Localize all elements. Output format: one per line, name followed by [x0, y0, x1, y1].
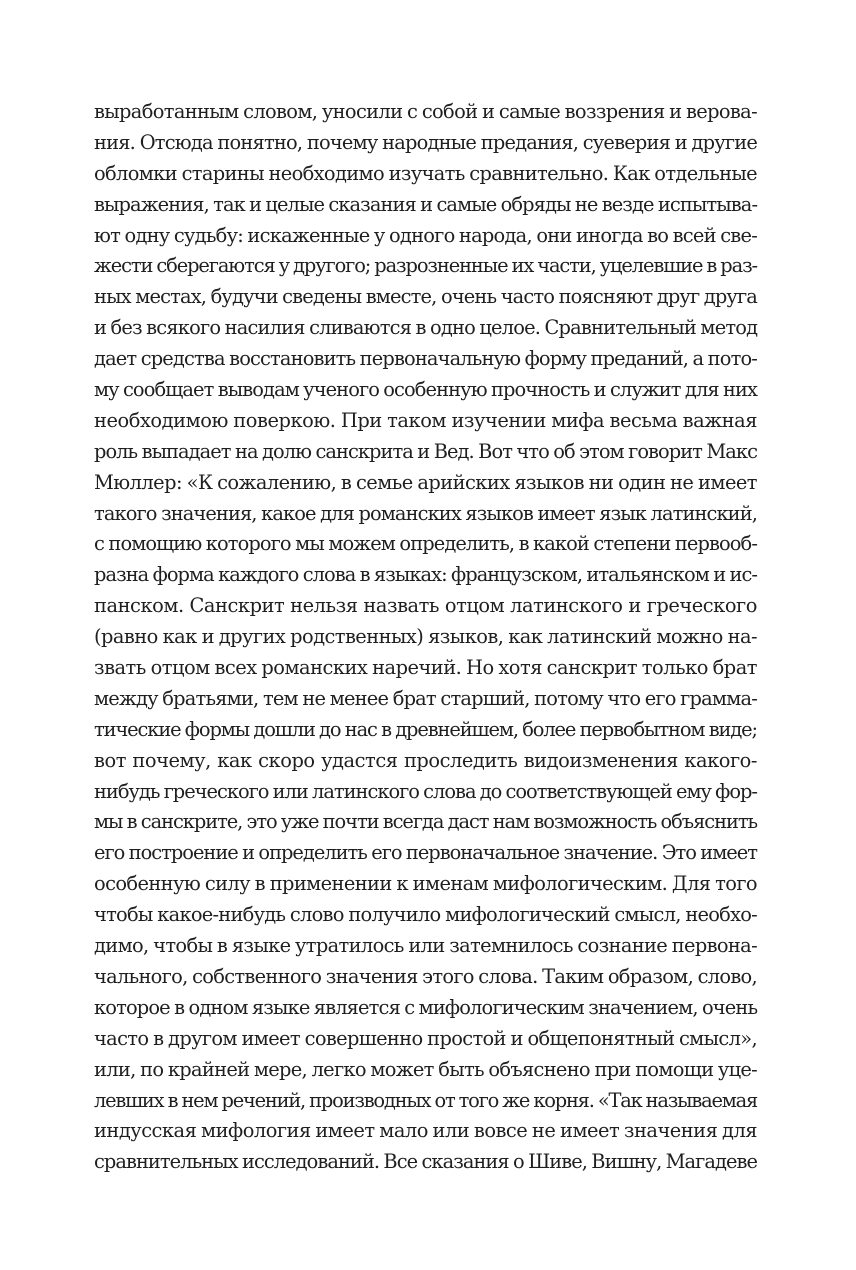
text-line: тические формы дошли до нас в древнейшем, более первобытном виде;: [94, 717, 757, 741]
text-line: выработанным словом, уносили с собой и самые воззрения и верова-: [94, 100, 757, 123]
text-line: Мюллер: «К сожалению, в семье арийских языков ни один не имеет: [94, 470, 757, 494]
text-line: между братьями, тем не менее брат старший, потому что его грамма-: [94, 686, 757, 710]
text-line: выражения, так и целые сказания и самые обряды не везде испытыва-: [94, 192, 758, 216]
text-line: роль выпадает на долю санскрита и Вед. Вот что об этом говорит Макс: [94, 439, 757, 463]
text-line: обломки старины необходимо изучать сравнительно. Как отдельные: [94, 161, 757, 185]
body-text: [94, 97, 757, 1178]
text-line: ют одну судьбу: искаженные у одного народа, они иногда во всей све-: [94, 223, 757, 247]
text-line: особенную силу в применении к именам мифологическим. Для того: [94, 872, 757, 896]
text-line: ных местах, будучи сведены вместе, очень часто поясняют друг друга: [94, 285, 757, 309]
text-line: мы в санскрите, это уже почти всегда даст нам возможность объяснить: [94, 810, 757, 834]
text-line: с помощию которого мы можем определить, в какой степени первооб-: [94, 532, 757, 556]
text-line: чтобы какое-нибудь слово получило мифологический смысл, необхо-: [94, 903, 757, 927]
text-line: звать отцом всех романских наречий. Но хотя санскрит только брат: [94, 656, 757, 680]
text-line: сравнительных исследований. Все сказания о Шиве, Вишну, Магадеве: [94, 1150, 757, 1174]
text-line: чального, собственного значения этого слова. Таким образом, слово,: [94, 964, 757, 988]
text-line: жести сберегаются у другого; разрозненные их части, уцелевшие в раз-: [94, 254, 757, 278]
text-line: му сообщает выводам ученого особенную прочность и служит для них: [94, 378, 758, 402]
text-line: (равно как и других родственных) языков, как латинский можно на-: [94, 625, 757, 649]
text-line: вот почему, как скоро удастся проследить видоизменения какого-: [94, 748, 757, 772]
text-line: индусская мифология имеет мало или вовсе не имеет значения для: [94, 1119, 757, 1143]
text-line: дает средства восстановить первоначальную форму преданий, а пото-: [94, 347, 757, 371]
text-line: нибудь греческого или латинского слова до соответствующей ему фор-: [94, 779, 757, 803]
text-line: ния. Отсюда понятно, почему народные предания, суеверия и другие: [94, 130, 757, 154]
text-line: необходимою поверкою. При таком изучении мифа весьма важная: [94, 408, 757, 432]
text-line: часто в другом имеет совершенно простой и общепонятный смысл»,: [94, 1026, 757, 1050]
text-line: и без всякого насилия сливаются в одно целое. Сравнительный метод: [94, 316, 758, 340]
text-line: такого значения, какое для романских языков имеет язык латинский,: [94, 501, 757, 525]
text-line: панском. Санскрит нельзя назвать отцом латинского и греческого: [94, 594, 757, 618]
text-line: левших в нем речений, производных от того же корня. «Так называемая: [94, 1088, 757, 1112]
text-line: или, по крайней мере, легко может быть объяснено при помощи уце-: [94, 1057, 757, 1081]
text-line: разна форма каждого слова в языках: французском, итальянском и ис-: [94, 563, 757, 587]
text-line: димо, чтобы в языке утратилось или затемнилось сознание первона-: [94, 934, 757, 958]
text-line: его построение и определить его первоначальное значение. Это имеет: [94, 841, 757, 865]
text-line: которое в одном языке является с мифологическим значением, очень: [94, 995, 758, 1019]
